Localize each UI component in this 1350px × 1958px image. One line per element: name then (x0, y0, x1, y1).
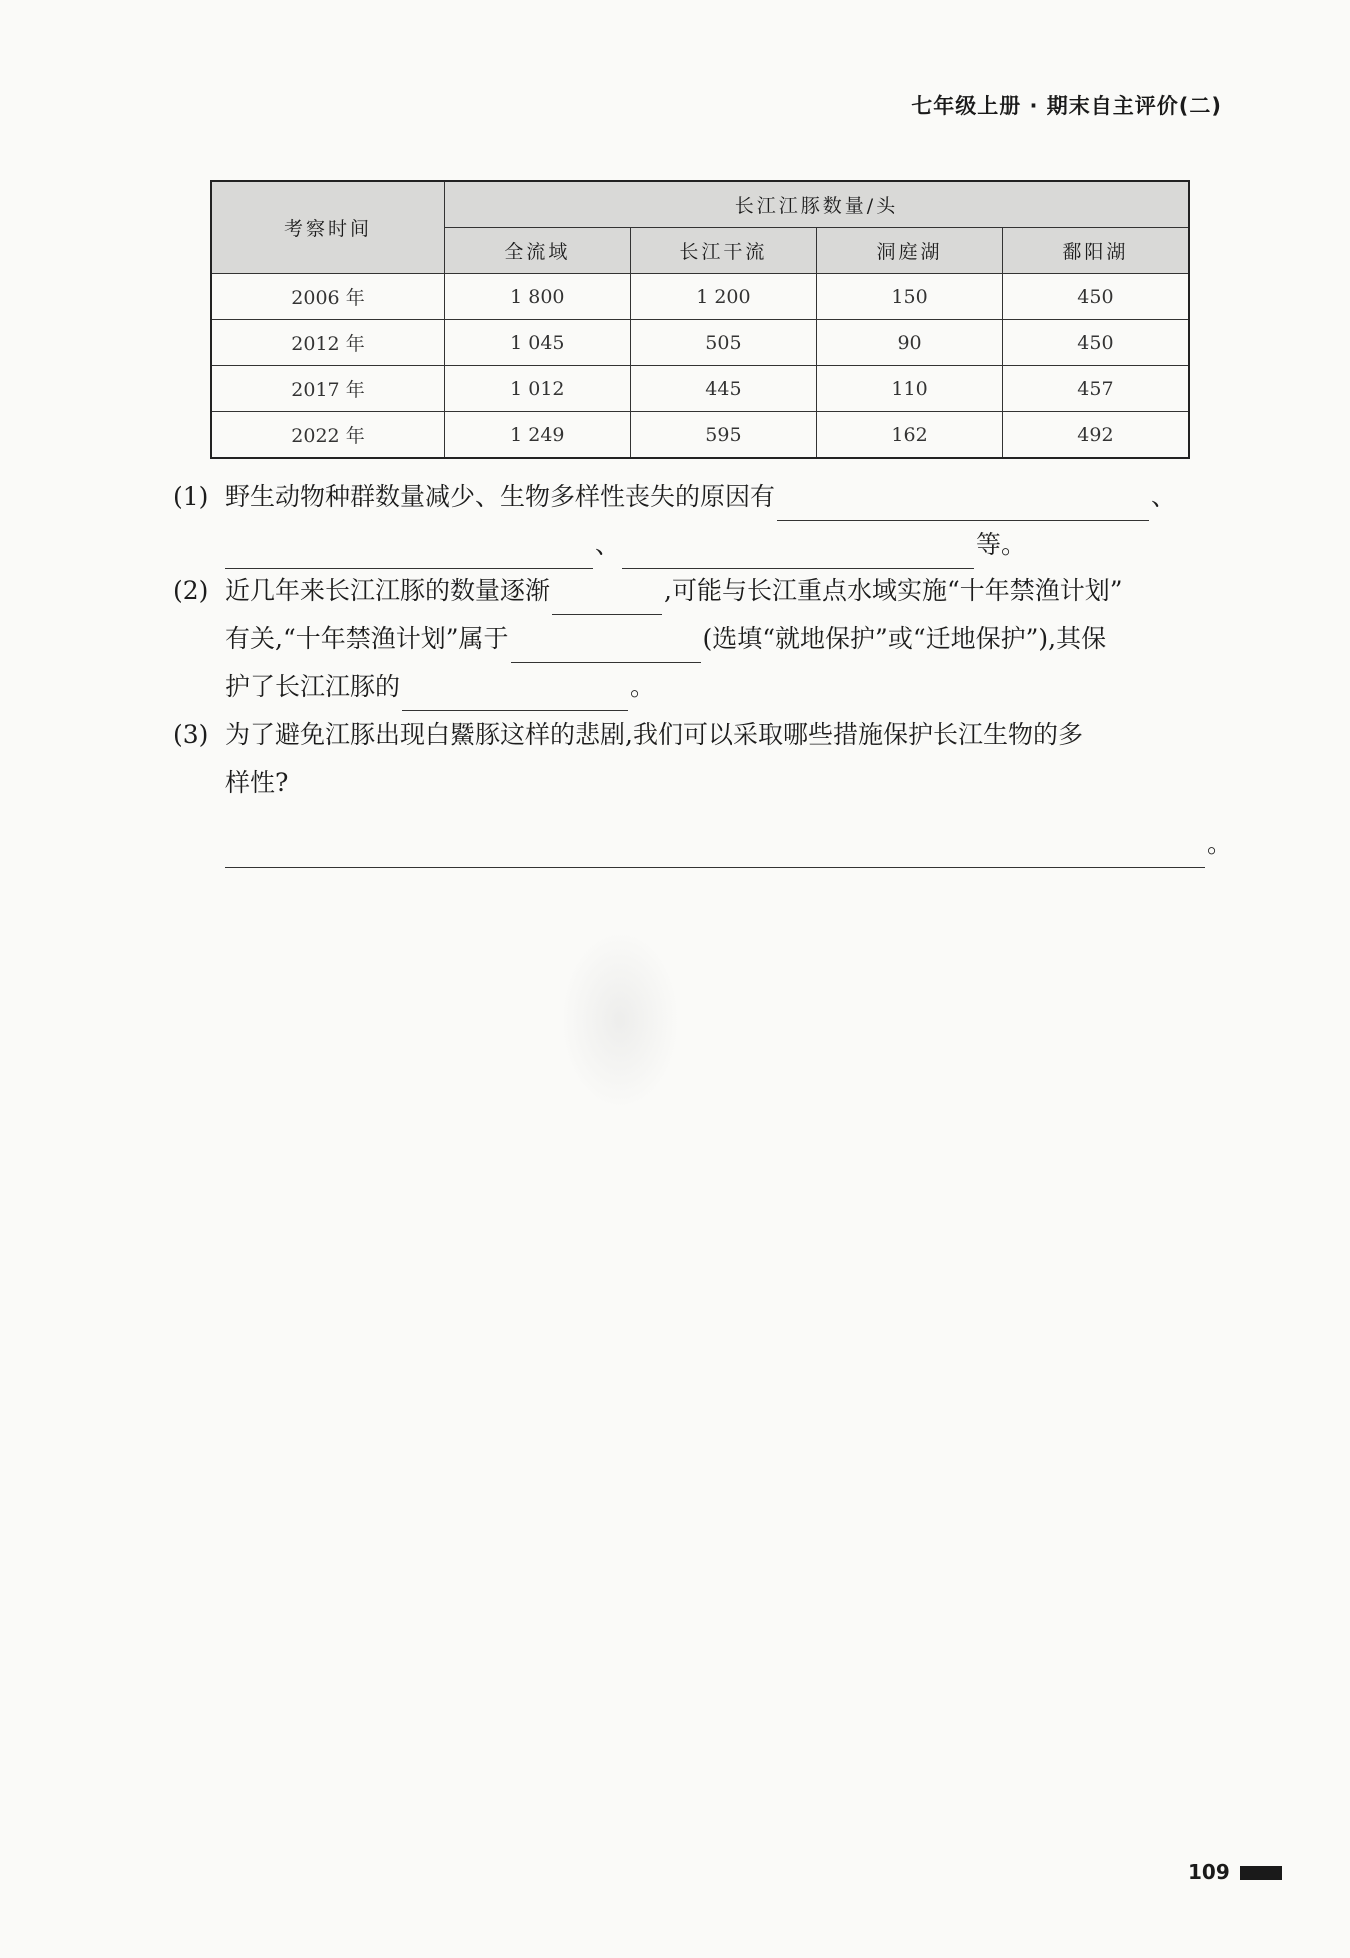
header-porpoise-count: 长江江豚数量/头 (445, 181, 1189, 228)
cell-year: 2012 年 (211, 320, 445, 366)
question-number: (2) (173, 576, 209, 605)
question-3-line-2 (225, 759, 288, 807)
table-row (211, 320, 1189, 366)
question-text: ,可能与长江重点水域实施“十年禁渔计划” (664, 576, 1123, 605)
cell-value: 492 (1002, 412, 1189, 459)
header-whole-basin: 全流域 (445, 228, 631, 274)
cell-value: 1 012 (445, 366, 631, 412)
running-header: 七年级上册 · 期末自主评价(二) (911, 94, 1222, 118)
cell-value: 505 (630, 320, 817, 366)
question-number: (1) (173, 482, 209, 511)
answer-blank[interactable] (777, 488, 1149, 521)
question-text: 野生动物种群数量减少、生物多样性丧失的原因有 (225, 482, 776, 511)
header-survey-time: 考察时间 (211, 181, 445, 274)
cell-year: 2017 年 (211, 366, 445, 412)
cell-value: 450 (1002, 320, 1189, 366)
table-row (211, 274, 1189, 320)
question-text: 近几年来长江江豚的数量逐渐 (225, 576, 551, 605)
question-number: (3) (173, 720, 209, 749)
cell-value: 162 (817, 412, 1003, 459)
porpoise-population-table (210, 180, 1190, 459)
question-2-line-3 (225, 663, 655, 711)
question-text: 护了长江江豚的 (225, 672, 401, 701)
cell-value: 90 (817, 320, 1003, 366)
cell-value: 1 045 (445, 320, 631, 366)
header-poyang-lake: 鄱阳湖 (1002, 228, 1189, 274)
question-text: 等。 (976, 530, 1027, 559)
cell-value: 1 249 (445, 412, 631, 459)
question-text: 样性? (225, 768, 289, 797)
question-text: (选填“就地保护”或“迁地保护”),其保 (702, 624, 1107, 653)
page-number: 109 (1188, 1860, 1230, 1884)
separator: 、 (1151, 482, 1177, 511)
table-row (211, 412, 1189, 459)
answer-blank[interactable] (511, 630, 701, 663)
answer-blank[interactable] (225, 536, 593, 569)
scan-smudge (560, 930, 680, 1110)
answer-blank[interactable] (552, 582, 662, 615)
cell-value: 1 800 (445, 274, 631, 320)
cell-value: 450 (1002, 274, 1189, 320)
cell-value: 110 (817, 366, 1003, 412)
answer-blank[interactable] (225, 835, 1205, 868)
question-text: 。 (1207, 829, 1233, 858)
question-2-line-1 (173, 567, 1123, 615)
header-dongting-lake: 洞庭湖 (817, 228, 1003, 274)
question-text: 有关,“十年禁渔计划”属于 (225, 624, 509, 653)
answer-blank[interactable] (622, 536, 974, 569)
cell-value: 445 (630, 366, 817, 412)
cell-year: 2006 年 (211, 274, 445, 320)
question-text: 为了避免江豚出现白鱀豚这样的悲剧,我们可以采取哪些措施保护长江生物的多 (225, 720, 1083, 749)
cell-value: 457 (1002, 366, 1189, 412)
question-1-line-2 (225, 521, 1026, 569)
cell-value: 595 (630, 412, 817, 459)
cell-value: 1 200 (630, 274, 817, 320)
page-tab-marker (1240, 1866, 1282, 1880)
question-2-line-2 (225, 615, 1106, 663)
cell-year: 2022 年 (211, 412, 445, 459)
question-text: 。 (630, 672, 656, 701)
question-3-line-1 (173, 711, 1083, 759)
header-main-stream: 长江干流 (630, 228, 817, 274)
cell-value: 150 (817, 274, 1003, 320)
question-1-line-1 (173, 473, 1176, 521)
answer-blank[interactable] (402, 678, 628, 711)
separator: 、 (595, 530, 621, 559)
question-3-answer-line (225, 820, 1232, 868)
table-row (211, 366, 1189, 412)
